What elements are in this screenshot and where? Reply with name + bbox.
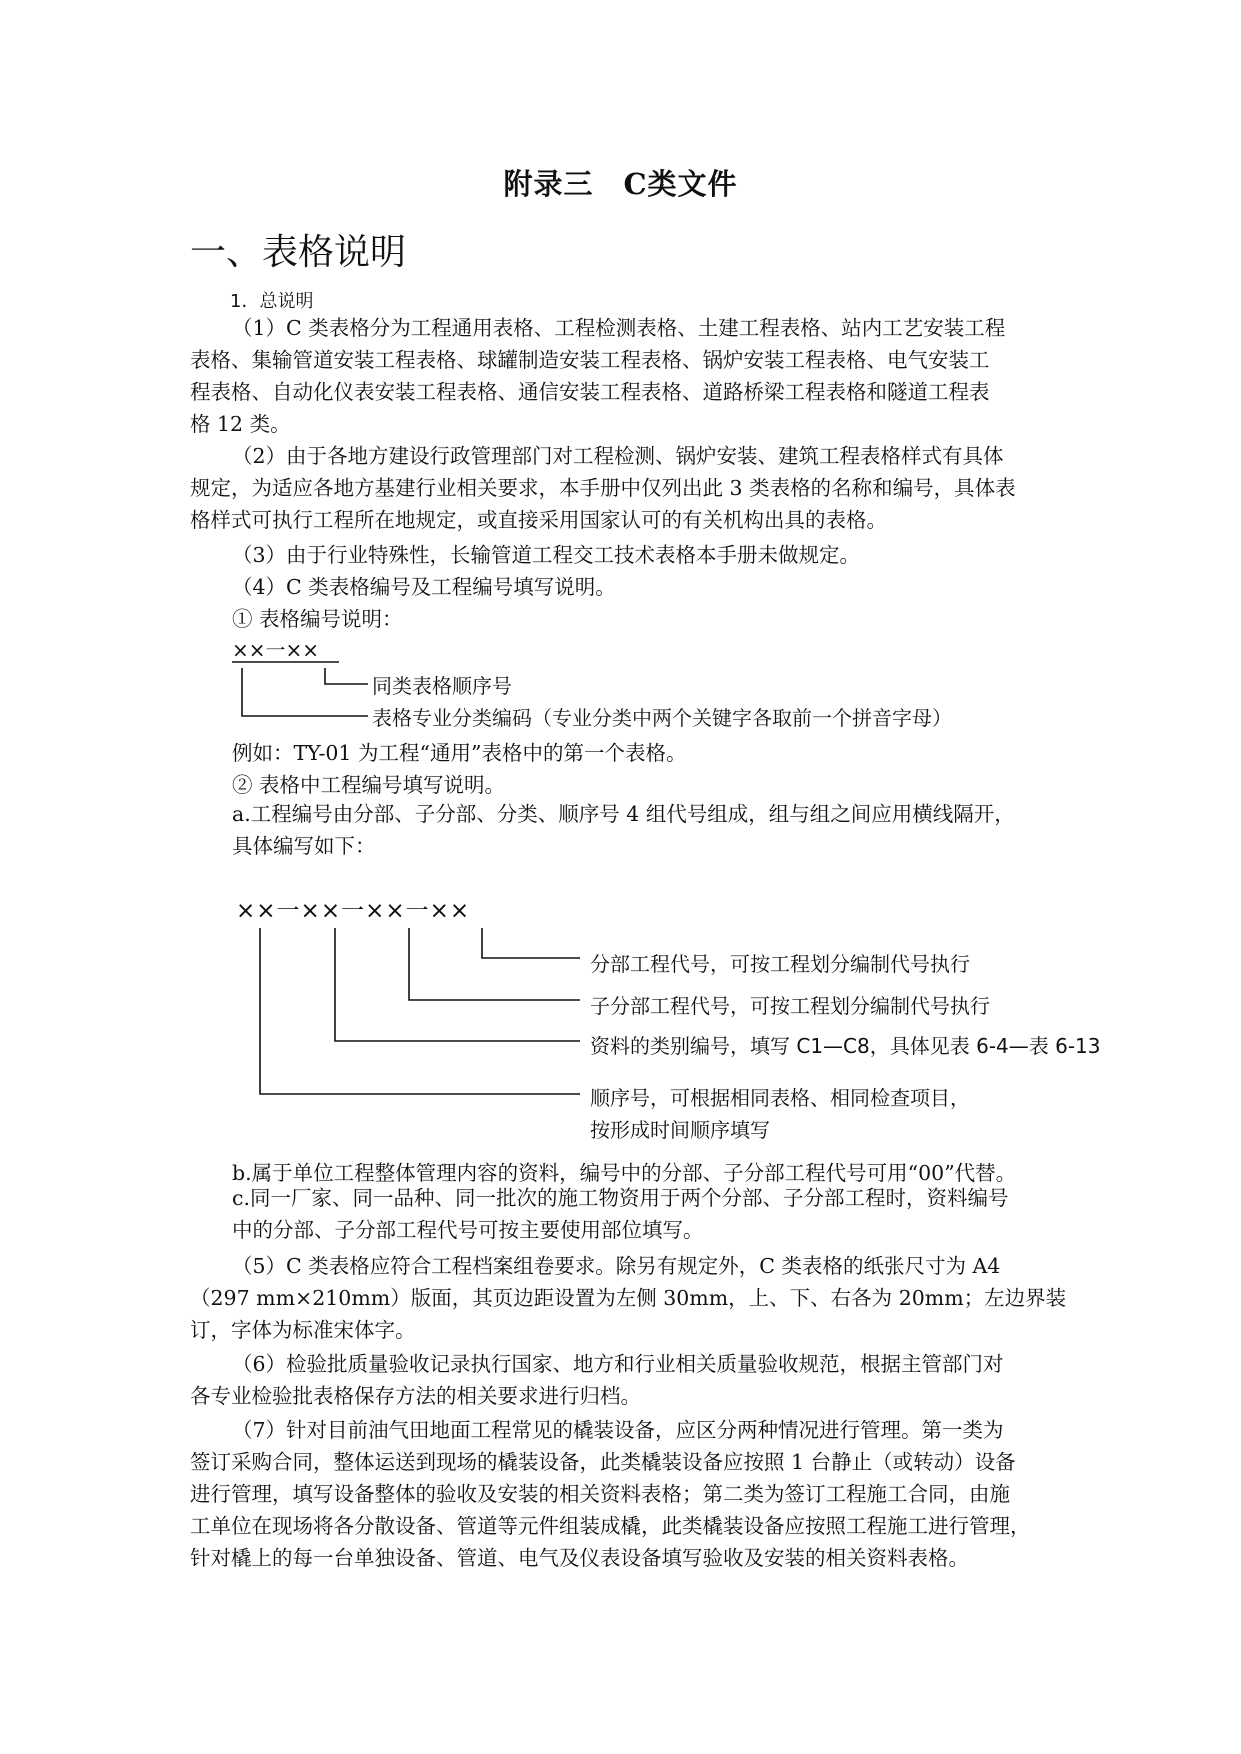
code1-connector-sequence (325, 668, 368, 684)
code-pattern-1: ××一×× (232, 638, 320, 662)
subheading: 1．总说明 (230, 291, 314, 312)
code2-label-division: 分部工程代号，可按工程划分编制代号执行 (590, 952, 970, 976)
code2-connector-subdivision (409, 928, 580, 1000)
text-line: 进行管理，填写设备整体的验收及安装的相关资料表格；第二类为签订工程施工合同，由施 (190, 1482, 1010, 1506)
code2-connector-category (335, 928, 580, 1041)
item-2: ② 表格中工程编号填写说明。 (232, 773, 506, 797)
text-line: 签订采购合同，整体运送到现场的橇装设备，此类橇装设备应按照 1 台静止（或转动）设备 (190, 1450, 1016, 1474)
code2-connector-sequence (260, 928, 580, 1094)
text-line: 针对橇上的每一台单独设备、管道、电气及仪表设备填写验收及安装的相关资料表格。 (190, 1546, 969, 1570)
note-b: b.属于单位工程整体管理内容的资料，编号中的分部、子分部工程代号可用“00”代替。 (232, 1161, 1017, 1185)
text-line: （297 mm×210mm）版面，其页边距设置为左侧 30mm，上、下、右各为 20mm；左边界装 (190, 1286, 1067, 1310)
code1-label-category: 表格专业分类编码（专业分类中两个关键字各取前一个拼音字母） (372, 706, 952, 730)
text-line: c.同一厂家、同一品种、同一批次的施工物资用于两个分部、子分部工程时，资料编号 (232, 1186, 1009, 1210)
text-line: 订，字体为标准宋体字。 (190, 1318, 416, 1342)
section-heading: 一、表格说明 (190, 232, 407, 273)
paragraph-3: （3）由于行业特殊性，长输管道工程交工技术表格本手册未做规定。 (232, 543, 861, 567)
text-line: 程表格、自动化仪表安装工程表格、通信安装工程表格、道路桥梁工程表格和隧道工程表 (190, 380, 990, 404)
code2-label-sequence: 顺序号，可根据相同表格、相同检查项目， (590, 1086, 970, 1110)
text-line: 中的分部、子分部工程代号可按主要使用部位填写。 (232, 1218, 704, 1242)
text-line: 具体编写如下： (232, 834, 376, 858)
text-line: （6）检验批质量验收记录执行国家、地方和行业相关质量验收规范，根据主管部门对 (232, 1352, 1004, 1376)
text-line: （7）针对目前油气田地面工程常见的橇装设备，应区分两种情况进行管理。第一类为 (232, 1418, 1004, 1442)
text-line: a.工程编号由分部、子分部、分类、顺序号 4 组代号组成，组与组之间应用横线隔开， (232, 802, 1015, 826)
code1-label-sequence: 同类表格顺序号 (372, 674, 512, 698)
text-line: 格 12 类。 (190, 412, 291, 436)
text-line: 表格、集输管道安装工程表格、球罐制造安装工程表格、锅炉安装工程表格、电气安装工 (190, 348, 990, 372)
code-pattern-2: ××一××一××一×× (236, 898, 471, 924)
text-line: 工单位在现场将各分散设备、管道等元件组装成橇，此类橇装设备应按照工程施工进行管理， (190, 1514, 1031, 1538)
code2-label-subdivision: 子分部工程代号，可按工程划分编制代号执行 (590, 994, 990, 1018)
text-line: 格样式可执行工程所在地规定，或直接采用国家认可的有关机构出具的表格。 (190, 508, 887, 532)
page-title: 附录三 C类文件 (503, 167, 738, 201)
text-line: 各专业检验批表格保存方法的相关要求进行归档。 (190, 1384, 641, 1408)
example-text: 例如：TY-01 为工程“通用”表格中的第一个表格。 (232, 741, 687, 765)
text-line: （2）由于各地方建设行政管理部门对工程检测、锅炉安装、建筑工程表格样式有具体 (232, 444, 1004, 468)
text-line: （5）C 类表格应符合工程档案组卷要求。除另有规定外，C 类表格的纸张尺寸为 A4 (232, 1254, 1001, 1278)
text-line: （1）C 类表格分为工程通用表格、工程检测表格、土建工程表格、站内工艺安装工程 (232, 316, 1006, 340)
text-line: 规定，为适应各地方基建行业相关要求，本手册中仅列出此 3 类表格的名称和编号，具体表 (190, 476, 1016, 500)
code2-connector-division (482, 928, 580, 958)
item-1: ① 表格编号说明： (232, 607, 403, 631)
code2-label-category: 资料的类别编号，填写 C1—C8，具体见表 6-4—表 6-13 (590, 1034, 1101, 1058)
code1-connector-category (242, 668, 368, 716)
paragraph-4: （4）C 类表格编号及工程编号填写说明。 (232, 575, 616, 599)
code2-label-sequence-2: 按形成时间顺序填写 (590, 1118, 770, 1142)
